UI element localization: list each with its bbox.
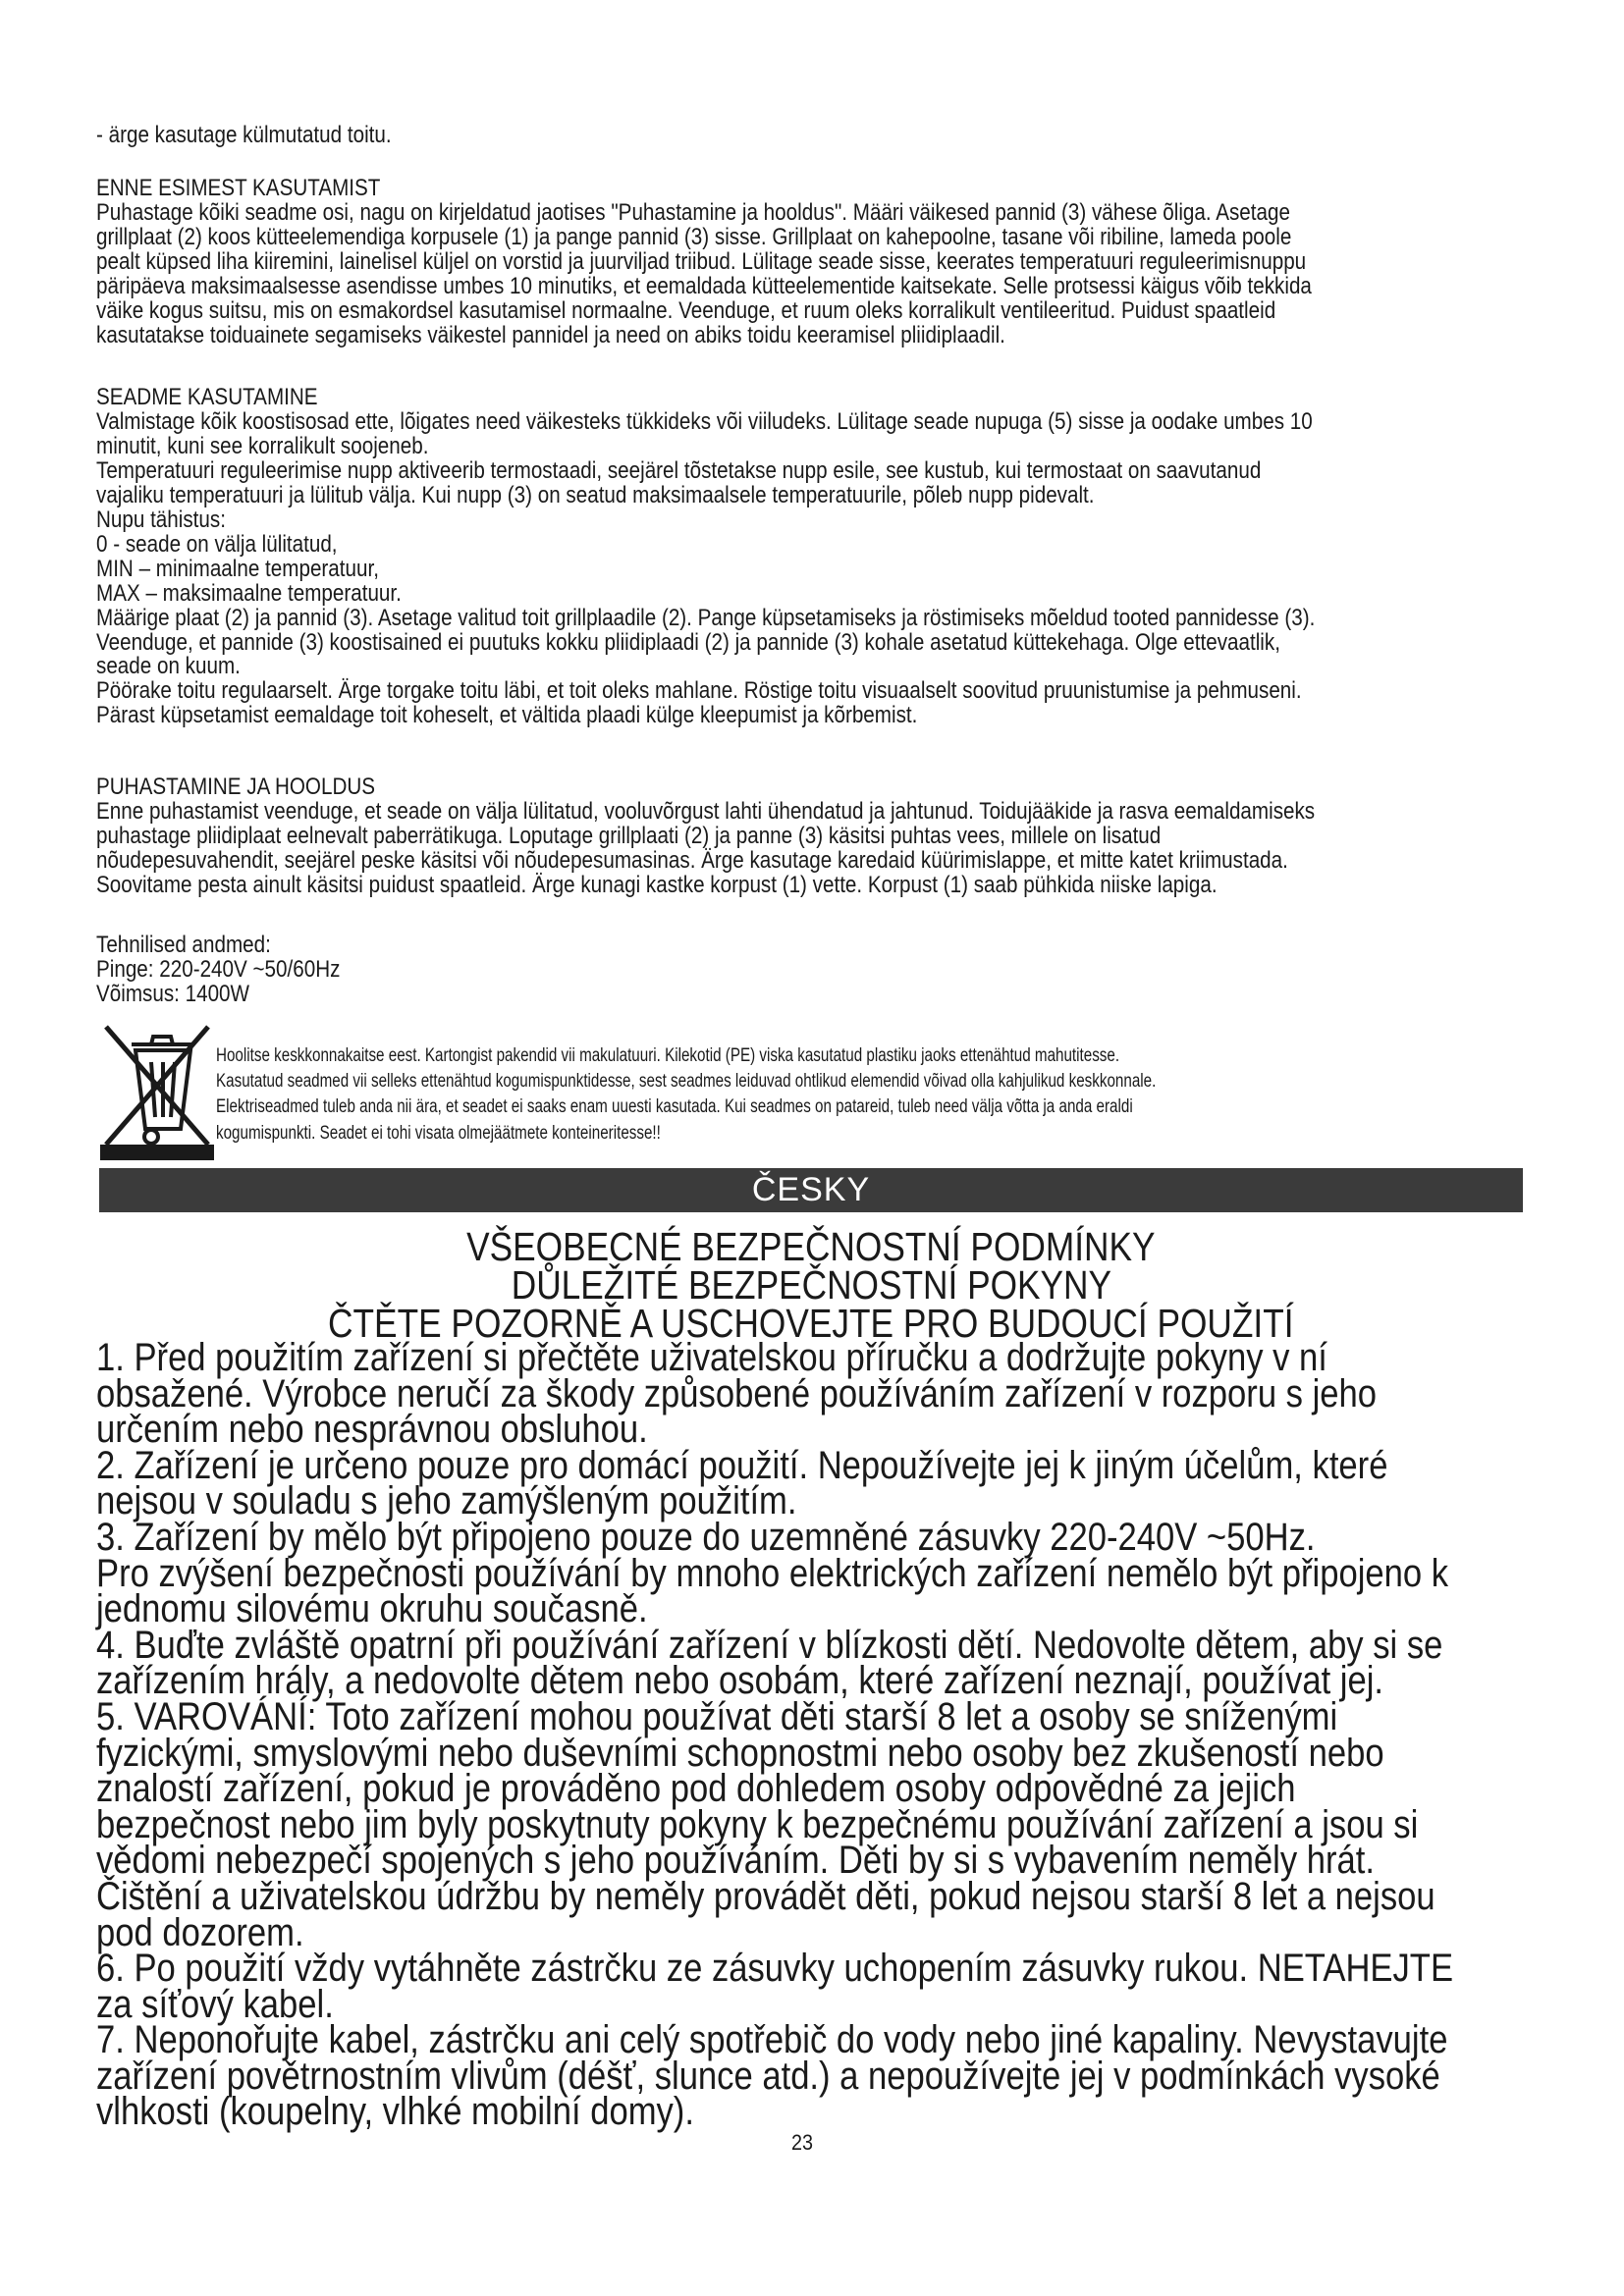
paragraph-line: päripäeva maksimaalsesse asendisse umbes 10 minutiks, et eemaldada kütteelementide kaitsekate. Selle protsessi käigus võib tekkida [96, 272, 1312, 299]
paragraph-line: Nupu tähistus: [96, 506, 226, 533]
language-section-bar [99, 1168, 1523, 1212]
czech-line: vědomi nebezpečí spojených s jeho používáním. Děti by si s vybavením neměly hrát. [96, 1839, 1376, 1883]
paragraph-line: seade on kuum. [96, 653, 241, 680]
weee-line: Kasutatud seadmed vii selleks ettenähtud kogumispunktidesse, sest seadmes leiduvad ohtlikud elemendid võivad olla kahjulikud keskkonnale. [216, 1071, 1157, 1093]
paragraph-line: Puhastage kõiki seadme osi, nagu on kirjeldatud jaotises "Puhastamine ja hooldus". Määri väikesed pannid (3) vähese õliga. Asetage [96, 198, 1290, 226]
czech-safety-instructions [96, 1336, 1506, 2134]
intro-text: - ärge kasutage külmutatud toitu. [96, 122, 392, 148]
czech-line: určením nebo nesprávnou obsluhou. [96, 1408, 648, 1452]
paragraph-line: puhastage pliidiplaat eelnevalt paberrätikuga. Loputage grillplaati (2) ja panne (3) käsitsi puhtas vees, millele on lisatud [96, 822, 1162, 849]
czech-line: 1. Před použitím zařízení si přečtěte uživatelskou příručku a dodržujte pokyny v ní [96, 1336, 1327, 1379]
czech-line: znalostí zařízení, pokud je prováděno pod dohledem osoby odpovědné za jejich [96, 1767, 1296, 1811]
czech-line: vlhkosti (koupelny, vlhké mobilní domy). [96, 2090, 694, 2134]
paragraph-line: Veenduge, et pannide (3) koostisained ei puutuks kokku pliidiplaadi (2) ja pannide (3) kohale asetatud küttekehaga. Olge ettevaatlik, [96, 628, 1280, 656]
paragraph-line: kasutatakse toiduainete segamiseks väikestel pannidel ja need on abiks toidu keeramisel pliidiplaadil. [96, 321, 1005, 348]
paragraph-line: väike kogus suitsu, mis on esmakordsel kasutamisel normaalne. Veenduge, et ruum oleks korralikult ventileeritud. Puidust spaatleid [96, 296, 1276, 324]
weee-underline-bar [100, 1145, 214, 1160]
czech-line: 6. Po použití vždy vytáhněte zástrčku ze zásuvky uchopením zásuvky rukou. NETAHEJTE [96, 1947, 1454, 1991]
czech-line: 3. Zařízení by mělo být připojeno pouze do uzemněné zásuvky 220-240V ~50Hz. [96, 1515, 1316, 1559]
section-usage-heading: SEADME KASUTAMINE [96, 384, 318, 410]
crossed-out-wheelie-bin-icon [96, 1019, 216, 1151]
czech-line: jednomu silovému okruhu současně. [96, 1587, 648, 1631]
voltage-spec: Pinge: 220-240V ~50/60Hz [96, 955, 341, 983]
technical-data [96, 934, 1517, 1007]
weee-notice [216, 1043, 1473, 1147]
section-cleaning-heading: PUHASTAMINE JA HOOLDUS [96, 774, 376, 800]
paragraph-line: MIN – minimaalne temperatuur, [96, 555, 379, 582]
czech-line: Čištění a uživatelskou údržbu by neměly provádět děti, pokud nejsou starší 8 let a nejsou [96, 1874, 1435, 1918]
paragraph-line: Pöörake toitu regulaarselt. Ärge torgake toitu läbi, et toit oleks mahlane. Röstige toitu visuaalselt soovitud pruunistumise ja pehmuseni. [96, 677, 1302, 705]
paragraph-line: nõudepesuvahendit, seejärel peske käsitsi või nõudepesumasinas. Ärge kasutage karedaid küürimislappe, et mitte katet kriimustada. [96, 846, 1288, 874]
czech-line: Pro zvýšení bezpečnosti používání by mnoho elektrických zařízení nemělo být připojeno k [96, 1551, 1449, 1595]
czech-line: zařízení povětrnostním vlivům (déšť, slunce atd.) a nepoužívejte jej v podmínkách vysoké [96, 2054, 1440, 2098]
paragraph-line: Temperatuuri reguleerimise nupp aktiveerib termostaadi, seejärel tõstetakse nupp esile, see kustub, kui termostaat on saavutanud [96, 456, 1262, 484]
section-cleaning [96, 775, 1517, 898]
weee-line: Hoolitse keskkonnakaitse eest. Kartongist pakendid vii makulatuuri. Kilekotid (PE) viska kasutatud plastiku jaoks ettenähtud mahutitesse. [216, 1045, 1120, 1066]
paragraph-line: pealt küpsed liha kiiremini, lainelisel küljel on vorstid ja juurviljad triibud. Lülitage seade sisse, keerates temperatuuri reguleerimisnuppu [96, 247, 1307, 275]
section-usage [96, 386, 1517, 728]
czech-line: zařízením hrály, a nedovolte dětem nebo osobám, které zařízení neznají, používat jej. [96, 1659, 1384, 1703]
technical-data-heading: Tehnilised andmed: [96, 932, 271, 958]
czech-line: pod dozorem. [96, 1910, 304, 1954]
czech-line: 5. VAROVÁNÍ: Toto zařízení mohou používat děti starší 8 let a osoby se sníženými [96, 1694, 1338, 1738]
czech-line: 2. Zařízení je určeno pouze pro domácí použití. Nepoužívejte jej k jiným účelům, které [96, 1443, 1388, 1487]
czech-line: za síťový kabel. [96, 1982, 334, 2026]
czech-title-1: VŠEOBECNÉ BEZPEČNOSTNÍ PODMÍNKY [466, 1224, 1156, 1269]
paragraph-line: vajaliku temperatuuri ja lülitub välja. Kui nupp (3) on seatud maksimaalsele temperatuurile, põleb nupp pidevalt. [96, 481, 1095, 508]
paragraph-line: MAX – maksimaalne temperatuur. [96, 579, 402, 607]
paragraph-line: grillplaat (2) koos kütteelemendiga korpusele (1) ja pange pannid (3) sisse. Grillplaat on kahepoolne, tasane või ribiline, lameda poole [96, 223, 1292, 250]
weee-line: kogumispunkti. Seadet ei tohi visata olmejäätmete konteineritesse!! [216, 1122, 661, 1144]
czech-title-3: ČTĚTE POZORNĚ A USCHOVEJTE PRO BUDOUCÍ POUŽITÍ [328, 1301, 1294, 1346]
paragraph-line: Soovitame pesta ainult käsitsi puidust spaatleid. Ärge kunagi kastke korpust (1) vette. Korpust (1) saab pühkida niiske lapiga. [96, 871, 1218, 898]
czech-line: 7. Neponořujte kabel, zástrčku ani celý spotřebič do vody nebo jiné kapaliny. Nevystavujte [96, 2018, 1448, 2062]
weee-line: Elektriseadmed tuleb anda nii ära, et seadet ei saaks enam uuesti kasutada. Kui seadmes on patareid, tuleb need välja võtta ja anda eraldi [216, 1096, 1133, 1118]
czech-title-2: DŮLEŽITÉ BEZPEČNOSTNÍ POKYNY [511, 1262, 1111, 1308]
language-label: ČESKY [751, 1171, 871, 1208]
paragraph-line: 0 - seade on välja lülitatud, [96, 530, 338, 558]
paragraph-line: Pärast küpsetamist eemaldage toit koheselt, et vältida plaadi külge kleepumist ja kõrbemist. [96, 702, 918, 729]
paragraph-line: Enne puhastamist veenduge, et seade on välja lülitatud, vooluvõrgust lahti ühendatud ja jahtunud. Toidujääkide ja rasva eemaldamiseks [96, 797, 1316, 825]
section-first-use [96, 177, 1517, 348]
page-number: 23 [791, 2130, 814, 2155]
power-spec: Võimsus: 1400W [96, 980, 250, 1007]
section-first-use-heading: ENNE ESIMEST KASUTAMIST [96, 175, 381, 201]
paragraph-line: minutit, kuni see korralikult soojeneb. [96, 432, 429, 459]
paragraph-line: Määrige plaat (2) ja pannid (3). Asetage valitud toit grillplaadile (2). Pange küpsetamiseks ja röstimiseks mõeldud tooted pannidesse (3). [96, 604, 1316, 631]
czech-line: 4. Buďte zvláště opatrní při používání zařízení v blízkosti dětí. Nedovolte dětem, aby si se [96, 1623, 1443, 1667]
czech-line: obsažené. Výrobce neručí za škody způsobené používáním zařízení v rozporu s jeho [96, 1371, 1378, 1415]
intro-line [96, 124, 1517, 148]
czech-line: nejsou v souladu s jeho zamýšleným použitím. [96, 1479, 797, 1523]
paragraph-line: Valmistage kõik koostisosad ette, lõigates need väikesteks tükkideks või viiludeks. Lülitage seade nupuga (5) sisse ja oodake umbes 10 [96, 407, 1313, 435]
czech-line: bezpečnost nebo jim byly poskytnuty pokyny k bezpečnému používání zařízení a jsou si [96, 1802, 1419, 1846]
czech-line: fyzickými, smyslovými nebo duševními schopnostmi nebo osoby bez zkušeností nebo [96, 1731, 1384, 1775]
